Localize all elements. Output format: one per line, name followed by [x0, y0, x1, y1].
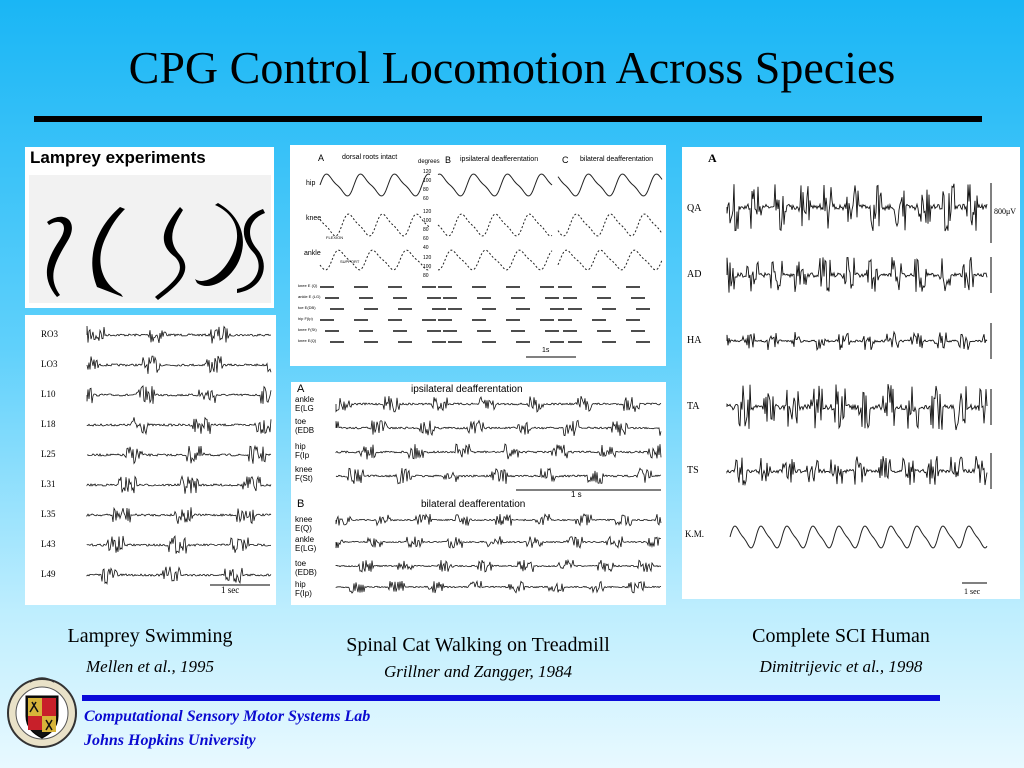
human-emg-trace — [727, 456, 987, 485]
footer-rule — [82, 695, 940, 701]
emg-label: toe E(DB) — [298, 305, 316, 310]
channel-name: ankle — [295, 395, 315, 404]
caption-cat-title: Spinal Cat Walking on Treadmill — [346, 634, 610, 656]
cat-hip-trace — [320, 174, 430, 196]
human-emg-panel — [682, 147, 1020, 599]
channel-name: hip — [295, 580, 306, 589]
channel-label: QA — [687, 203, 702, 214]
caption-lamprey-title: Lamprey Swimming — [67, 625, 233, 647]
emg-label: knee E (Q) — [298, 283, 318, 288]
lamprey-emg-traces — [25, 315, 276, 605]
cat-row-label-knee: knee — [306, 215, 322, 222]
channel-label: LO3 — [41, 359, 58, 369]
slide-title: CPG Control Locomotion Across Species — [128, 42, 896, 93]
emg-label: knee F(St) — [298, 327, 317, 332]
channel-label: L49 — [41, 569, 56, 579]
axis-tick: 120 — [423, 169, 432, 175]
footer-university: Johns Hopkins University — [84, 732, 256, 749]
cat-phase-flexion: FLEXION — [326, 235, 344, 240]
axis-tick: 60 — [423, 236, 429, 242]
cat-section-title-c: bilateral deafferentation — [580, 156, 654, 163]
cat-ankle-trace — [438, 250, 552, 270]
channel-muscle: E(Q) — [295, 524, 312, 533]
cat-section-label-a: A — [318, 153, 325, 163]
channel-label: L18 — [41, 419, 56, 429]
axis-tick: 80 — [423, 273, 429, 279]
caption-human-title: Complete SCI Human — [752, 625, 930, 647]
channel-name: knee — [295, 515, 313, 524]
cat-emg-panel — [291, 382, 666, 605]
cat-ankle-trace — [320, 250, 430, 270]
cat-emg-section-a-label: A — [297, 383, 305, 395]
channel-muscle: F(Ip — [295, 451, 310, 460]
axis-tick: 120 — [423, 255, 432, 261]
cat-ankle-trace — [558, 250, 662, 270]
cat-kinematics-traces — [290, 145, 666, 366]
cat-hip-trace — [438, 174, 552, 196]
axis-tick: 40 — [423, 245, 429, 251]
lamprey-silhouettes-icon — [25, 147, 274, 308]
cat-knee-trace — [438, 214, 552, 236]
emg-label: hip F(Ip) — [298, 316, 313, 321]
channel-label: L10 — [41, 389, 56, 399]
cat-emg-trace-b — [336, 536, 661, 548]
lamprey-emg-trace — [87, 567, 271, 584]
channel-name: toe — [295, 559, 307, 568]
channel-name: hip — [295, 442, 306, 451]
lamprey-photo-heading: Lamprey experiments — [30, 148, 206, 167]
axis-tick: 80 — [423, 187, 429, 193]
cat-kinematics-scale-label: 1s — [542, 347, 550, 354]
channel-label: HA — [687, 335, 702, 346]
cat-phase-support: SUPPORT — [340, 259, 360, 264]
human-amplitude-label: 800μV — [994, 207, 1017, 216]
university-seal-icon — [6, 672, 78, 754]
channel-label: L25 — [41, 449, 56, 459]
human-km-trace — [730, 526, 987, 548]
human-section-label: A — [708, 151, 717, 165]
lamprey-emg-trace — [87, 386, 271, 404]
axis-tick: 100 — [423, 178, 432, 184]
cat-emg-trace-a — [336, 468, 661, 484]
cat-hip-trace — [558, 174, 662, 196]
lamprey-emg-trace — [87, 326, 271, 343]
cat-section-label-b: B — [445, 155, 452, 165]
human-emg-trace — [727, 184, 987, 231]
cat-emg-trace-a — [336, 396, 661, 412]
channel-name: knee — [295, 465, 313, 474]
human-emg-trace — [727, 384, 987, 430]
channel-muscle: (EDB — [295, 426, 315, 435]
cat-row-label-hip: hip — [306, 180, 316, 187]
cat-row-label-ankle: ankle — [304, 250, 321, 257]
lamprey-emg-trace — [87, 476, 271, 493]
caption-cat-citation: Grillner and Zangger, 1984 — [384, 662, 572, 681]
lamprey-scale-label: 1 sec — [221, 585, 240, 595]
cat-emg-section-b-label: B — [297, 498, 305, 510]
cat-emg-traces — [291, 382, 666, 605]
cat-emg-trace-a — [336, 444, 661, 459]
channel-label: L35 — [41, 509, 56, 519]
cat-section-title-b: ipsilateral deafferentation — [460, 156, 539, 163]
lamprey-emg-panel — [25, 315, 276, 605]
channel-muscle: (EDB) — [295, 568, 317, 577]
axis-tick: 100 — [423, 264, 432, 270]
channel-label: L31 — [41, 479, 56, 489]
lamprey-emg-trace — [87, 536, 271, 554]
channel-label: K.M. — [685, 529, 705, 539]
channel-name: ankle — [295, 535, 315, 544]
cat-emg-section-a-title: ipsilateral deafferentation — [411, 384, 523, 395]
cat-emg-scale-label: 1 s — [571, 490, 582, 499]
caption-lamprey-citation: Mellen et al., 1995 — [86, 657, 214, 676]
cat-section-label-c: C — [562, 155, 569, 165]
channel-muscle: F(Ip) — [295, 589, 312, 598]
axis-tick: 80 — [423, 227, 429, 233]
emg-label: ankle E (LG) — [298, 294, 321, 299]
channel-label: TA — [687, 401, 700, 412]
cat-emg-trace-a — [336, 420, 661, 436]
channel-label: L43 — [41, 539, 56, 549]
lamprey-emg-trace — [87, 356, 271, 374]
cat-knee-trace — [558, 214, 662, 236]
cat-emg-trace-b — [336, 514, 661, 526]
cat-knee-trace — [320, 214, 430, 236]
lamprey-emg-trace — [87, 446, 271, 464]
lamprey-emg-trace — [87, 417, 271, 434]
cat-axis-unit: degrees — [418, 159, 440, 165]
channel-label: TS — [687, 465, 699, 476]
axis-tick: 60 — [423, 196, 429, 202]
channel-muscle: E(LG) — [295, 544, 317, 553]
cat-emg-trace-b — [336, 560, 661, 572]
human-emg-traces — [682, 147, 1020, 599]
footer-lab-name: Computational Sensory Motor Systems Lab — [84, 708, 371, 725]
emg-label: knee E(Q) — [298, 338, 317, 343]
cat-kinematics-panel — [290, 145, 666, 366]
human-scale-label: 1 sec — [964, 587, 981, 596]
human-emg-trace — [727, 257, 987, 293]
lamprey-photo-panel — [25, 147, 274, 308]
lamprey-emg-trace — [87, 507, 271, 524]
cat-emg-trace-b — [336, 581, 661, 593]
channel-label: AD — [687, 269, 702, 280]
axis-tick: 100 — [423, 218, 432, 224]
title-rule — [34, 116, 982, 122]
caption-human-citation: Dimitrijevic et al., 1998 — [759, 657, 923, 676]
human-emg-trace — [727, 332, 987, 350]
channel-muscle: E(LG — [295, 404, 314, 413]
cat-section-title-a: dorsal roots intact — [342, 154, 398, 161]
channel-muscle: F(St) — [295, 474, 313, 483]
axis-tick: 120 — [423, 209, 432, 215]
cat-emg-section-b-title: bilateral deafferentation — [421, 499, 526, 510]
channel-label: RO3 — [41, 329, 59, 339]
channel-name: toe — [295, 417, 307, 426]
